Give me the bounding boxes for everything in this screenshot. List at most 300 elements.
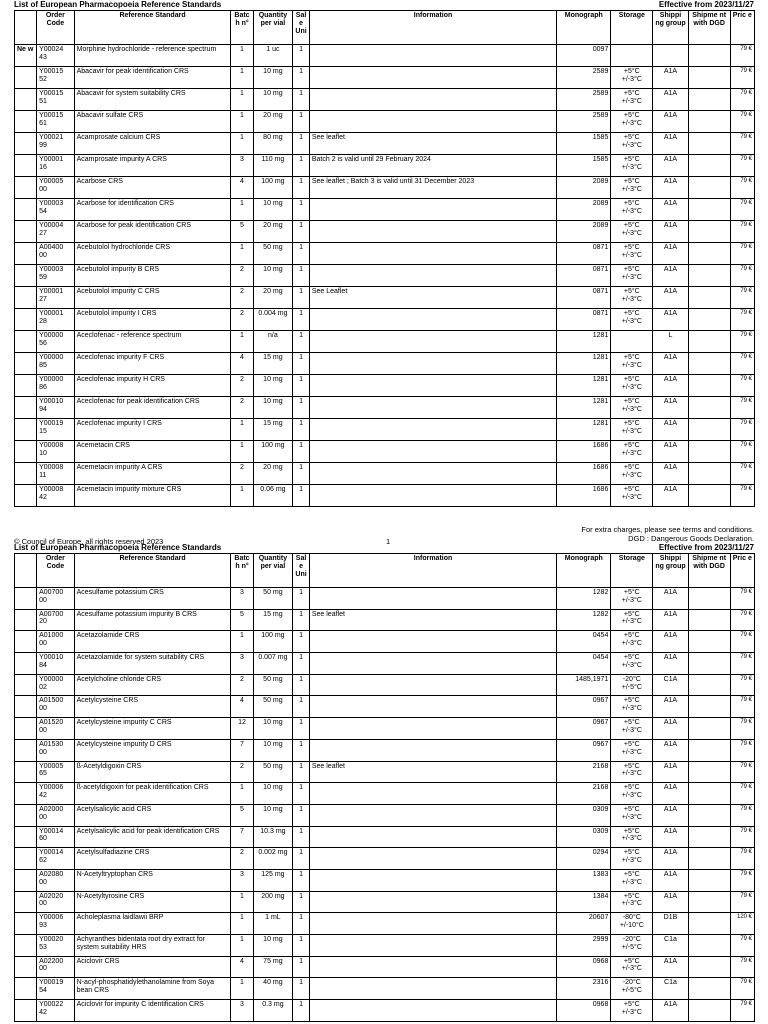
cell-information: [309, 67, 556, 89]
cell-reference-standard: Aceclofenac - reference spectrum: [74, 331, 231, 353]
cell-price: 79 €: [730, 485, 754, 507]
cell-sale-unit: 1: [293, 761, 310, 783]
column-header-sale-unit: Sal e Uni: [293, 11, 310, 45]
cell-reference-standard: Acemetacin CRS: [74, 441, 231, 463]
cell-sale-unit: 1: [293, 375, 310, 397]
cell-new-flag: [15, 265, 37, 287]
cell-monograph: 0454: [557, 653, 611, 675]
cell-reference-standard: ß-Acetyldigoxin CRS: [74, 761, 231, 783]
cell-monograph: 2589: [557, 111, 611, 133]
cell-shipping-group: A1A: [653, 739, 688, 761]
cell-monograph: 20607: [557, 913, 611, 935]
table-row: [15, 956, 755, 978]
cell-dgd-shipment: [688, 243, 730, 265]
cell-shipping-group: A1A: [653, 696, 688, 718]
cell-monograph: 0967: [557, 739, 611, 761]
cell-dgd-shipment: [688, 696, 730, 718]
cell-monograph: 0309: [557, 826, 611, 848]
cell-reference-standard: Aceclofenac for peak identification CRS: [74, 397, 231, 419]
cell-batch-no: 5: [231, 804, 253, 826]
table-row: [15, 631, 755, 653]
cell-shipping-group: A1A: [653, 653, 688, 675]
cell-shipping-group: A1A: [653, 199, 688, 221]
cell-price: 120 €: [730, 913, 754, 935]
cell-reference-standard: Acarbose for identification CRS: [74, 199, 231, 221]
cell-shipping-group: D1B: [653, 913, 688, 935]
cell-storage: [611, 331, 653, 353]
cell-batch-no: 4: [231, 353, 253, 375]
cell-reference-standard: Aceclofenac impurity I CRS: [74, 419, 231, 441]
cell-new-flag: [15, 485, 37, 507]
cell-order-code: Y00024 43: [37, 45, 75, 67]
cell-new-flag: [15, 1000, 37, 1022]
cell-monograph: 0097: [557, 45, 611, 67]
cell-shipping-group: A1A: [653, 588, 688, 610]
cell-price: 79 €: [730, 397, 754, 419]
cell-monograph: 2168: [557, 783, 611, 805]
cell-batch-no: 2: [231, 375, 253, 397]
cell-storage: -80°C +/-10°C: [611, 913, 653, 935]
cell-dgd-shipment: [688, 978, 730, 1000]
cell-sale-unit: 1: [293, 89, 310, 111]
cell-new-flag: [15, 375, 37, 397]
table-row: [15, 331, 755, 353]
cell-monograph: 2999: [557, 935, 611, 957]
cell-reference-standard: Morphine hydrochloride - reference spectrum: [74, 45, 231, 67]
cell-order-code: Y00008 10: [37, 441, 75, 463]
cell-information: [309, 869, 556, 891]
cell-information: [309, 848, 556, 870]
cell-price: 79 €: [730, 956, 754, 978]
column-header-storage: Storage: [611, 11, 653, 45]
cell-dgd-shipment: [688, 761, 730, 783]
cell-information: [309, 353, 556, 375]
cell-information: See leaflet: [309, 761, 556, 783]
cell-information: Batch 2 is valid until 29 February 2024: [309, 155, 556, 177]
cell-storage: +5°C +/-3°C: [611, 221, 653, 243]
cell-storage: +5°C +/-3°C: [611, 609, 653, 631]
cell-dgd-shipment: [688, 419, 730, 441]
column-header-reference-standard: Reference Standard: [74, 554, 231, 588]
cell-batch-no: 3: [231, 1000, 253, 1022]
cell-storage: +5°C +/-3°C: [611, 265, 653, 287]
cell-monograph: 1485,1971: [557, 674, 611, 696]
cell-price: 79 €: [730, 309, 754, 331]
cell-shipping-group: A1A: [653, 761, 688, 783]
cell-reference-standard: Acamprosate calcium CRS: [74, 133, 231, 155]
cell-quantity: 0.004 mg: [253, 309, 293, 331]
cell-storage: +5°C +/-3°C: [611, 243, 653, 265]
table-row: [15, 739, 755, 761]
cell-new-flag: [15, 913, 37, 935]
table-row: [15, 177, 755, 199]
cell-quantity: 20 mg: [253, 287, 293, 309]
cell-reference-standard: Aciclovir for impurity C identification CRS: [74, 1000, 231, 1022]
cell-storage: +5°C +/-3°C: [611, 783, 653, 805]
cell-reference-standard: Abacavir for system suitability CRS: [74, 89, 231, 111]
cell-sale-unit: 1: [293, 739, 310, 761]
cell-monograph: 2589: [557, 89, 611, 111]
cell-new-flag: [15, 397, 37, 419]
cell-information: See leaflet: [309, 133, 556, 155]
cell-order-code: A00400 00: [37, 243, 75, 265]
cell-reference-standard: Acebutolol hydrochloride CRS: [74, 243, 231, 265]
cell-dgd-shipment: [688, 397, 730, 419]
cell-shipping-group: A1A: [653, 441, 688, 463]
cell-sale-unit: 1: [293, 588, 310, 610]
cell-new-flag: [15, 111, 37, 133]
cell-dgd-shipment: [688, 375, 730, 397]
cell-shipping-group: A1A: [653, 243, 688, 265]
cell-reference-standard: Abacavir for peak identification CRS: [74, 67, 231, 89]
dgd-note: DGD : Dangerous Goods Declaration.: [628, 533, 754, 543]
column-header-information: Information: [309, 11, 556, 45]
table-row: [15, 67, 755, 89]
cell-shipping-group: A1A: [653, 353, 688, 375]
cell-sale-unit: 1: [293, 309, 310, 331]
cell-batch-no: 2: [231, 397, 253, 419]
cell-dgd-shipment: [688, 674, 730, 696]
cell-price: 79 €: [730, 609, 754, 631]
cell-shipping-group: A1A: [653, 631, 688, 653]
cell-order-code: Y00008 42: [37, 485, 75, 507]
cell-batch-no: 7: [231, 826, 253, 848]
table-row: [15, 696, 755, 718]
cell-quantity: 50 mg: [253, 588, 293, 610]
cell-storage: +5°C +/-3°C: [611, 375, 653, 397]
cell-batch-no: 3: [231, 653, 253, 675]
cell-shipping-group: C1a: [653, 978, 688, 1000]
cell-quantity: 10 mg: [253, 265, 293, 287]
cell-shipping-group: A1A: [653, 397, 688, 419]
cell-information: [309, 221, 556, 243]
cell-sale-unit: 1: [293, 177, 310, 199]
cell-price: 79 €: [730, 783, 754, 805]
cell-price: 79 €: [730, 111, 754, 133]
column-header-dgd-shipment: Shipme nt with DGD: [688, 11, 730, 45]
cell-dgd-shipment: [688, 353, 730, 375]
cell-quantity: 15 mg: [253, 419, 293, 441]
cell-new-flag: [15, 631, 37, 653]
cell-shipping-group: A1A: [653, 265, 688, 287]
cell-dgd-shipment: [688, 265, 730, 287]
cell-batch-no: 1: [231, 913, 253, 935]
cell-batch-no: 7: [231, 739, 253, 761]
cell-information: [309, 45, 556, 67]
cell-batch-no: 5: [231, 609, 253, 631]
page1-body: [15, 45, 755, 507]
cell-monograph: 0454: [557, 631, 611, 653]
cell-dgd-shipment: [688, 783, 730, 805]
cell-batch-no: 4: [231, 956, 253, 978]
cell-dgd-shipment: [688, 609, 730, 631]
column-header-reference-standard: Reference Standard: [74, 11, 231, 45]
cell-monograph: 0871: [557, 243, 611, 265]
cell-order-code: Y00019 15: [37, 419, 75, 441]
cell-sale-unit: 1: [293, 848, 310, 870]
cell-order-code: Y00006 93: [37, 913, 75, 935]
cell-storage: +5°C +/-3°C: [611, 696, 653, 718]
cell-shipping-group: A1A: [653, 485, 688, 507]
cell-shipping-group: A1A: [653, 155, 688, 177]
cell-storage: -20°C +/-5°C: [611, 978, 653, 1000]
cell-quantity: 0.007 mg: [253, 653, 293, 675]
cell-price: 79 €: [730, 631, 754, 653]
cell-batch-no: 3: [231, 588, 253, 610]
cell-price: 79 €: [730, 826, 754, 848]
cell-price: 79 €: [730, 1000, 754, 1022]
cell-new-flag: [15, 826, 37, 848]
cell-information: [309, 441, 556, 463]
cell-quantity: 10 mg: [253, 199, 293, 221]
cell-reference-standard: Acetylcysteine impurity C CRS: [74, 718, 231, 740]
cell-price: 79 €: [730, 653, 754, 675]
cell-quantity: 200 mg: [253, 891, 293, 913]
cell-batch-no: 5: [231, 221, 253, 243]
cell-dgd-shipment: [688, 177, 730, 199]
cell-order-code: Y00005 65: [37, 761, 75, 783]
cell-batch-no: 2: [231, 265, 253, 287]
cell-reference-standard: Aceclofenac impurity H CRS: [74, 375, 231, 397]
cell-dgd-shipment: [688, 826, 730, 848]
column-header-storage: Storage: [611, 554, 653, 588]
cell-new-flag: [15, 199, 37, 221]
cell-information: See Leaflet: [309, 287, 556, 309]
cell-price: 79 €: [730, 869, 754, 891]
table-row: [15, 133, 755, 155]
cell-monograph: 0871: [557, 287, 611, 309]
cell-monograph: 1384: [557, 891, 611, 913]
cell-price: 79 €: [730, 221, 754, 243]
table-row: [15, 761, 755, 783]
cell-monograph: 2089: [557, 221, 611, 243]
cell-order-code: A02000 00: [37, 804, 75, 826]
cell-batch-no: 4: [231, 696, 253, 718]
cell-order-code: Y00001 16: [37, 155, 75, 177]
column-header-price: Pric e: [730, 554, 754, 588]
cell-information: See leaflet ; Batch 3 is valid until 31 December 2023: [309, 177, 556, 199]
cell-monograph: 0968: [557, 1000, 611, 1022]
cell-shipping-group: A1A: [653, 848, 688, 870]
cell-new-flag: [15, 89, 37, 111]
cell-shipping-group: A1A: [653, 111, 688, 133]
cell-order-code: Y00005 00: [37, 177, 75, 199]
cell-monograph: 1585: [557, 133, 611, 155]
cell-order-code: Y00000 86: [37, 375, 75, 397]
cell-price: 79 €: [730, 243, 754, 265]
cell-new-flag: [15, 978, 37, 1000]
cell-information: [309, 89, 556, 111]
table-row: [15, 287, 755, 309]
cell-price: 79 €: [730, 804, 754, 826]
cell-batch-no: 3: [231, 869, 253, 891]
cell-storage: -20°C +/-5°C: [611, 935, 653, 957]
cell-price: 79 €: [730, 287, 754, 309]
cell-monograph: 1281: [557, 375, 611, 397]
cell-batch-no: 1: [231, 133, 253, 155]
cell-order-code: Y00008 11: [37, 463, 75, 485]
cell-dgd-shipment: [688, 441, 730, 463]
cell-reference-standard: Acetylcysteine impurity D CRS: [74, 739, 231, 761]
cell-monograph: 0967: [557, 696, 611, 718]
cell-shipping-group: A1A: [653, 718, 688, 740]
cell-order-code: Y00000 02: [37, 674, 75, 696]
cell-price: 79 €: [730, 463, 754, 485]
cell-monograph: 0871: [557, 309, 611, 331]
cell-order-code: A02020 00: [37, 891, 75, 913]
cell-price: 79 €: [730, 331, 754, 353]
cell-information: [309, 397, 556, 419]
cell-quantity: 15 mg: [253, 609, 293, 631]
cell-shipping-group: A1A: [653, 309, 688, 331]
cell-price: 79 €: [730, 739, 754, 761]
cell-new-flag: [15, 653, 37, 675]
cell-dgd-shipment: [688, 221, 730, 243]
cell-price: 79 €: [730, 155, 754, 177]
cell-storage: +5°C +/-3°C: [611, 155, 653, 177]
cell-reference-standard: Acetazolamide CRS: [74, 631, 231, 653]
cell-batch-no: 2: [231, 848, 253, 870]
cell-quantity: 10 mg: [253, 89, 293, 111]
cell-new-flag: [15, 353, 37, 375]
cell-information: [309, 485, 556, 507]
cell-quantity: 125 mg: [253, 869, 293, 891]
cell-sale-unit: 1: [293, 869, 310, 891]
cell-information: [309, 631, 556, 653]
cell-monograph: 0968: [557, 956, 611, 978]
column-header-new-flag: [15, 11, 37, 45]
cell-quantity: 10 mg: [253, 67, 293, 89]
column-header-order-code: Order Code: [37, 554, 75, 588]
cell-monograph: 2089: [557, 199, 611, 221]
cell-price: 79 €: [730, 588, 754, 610]
cell-dgd-shipment: [688, 331, 730, 353]
table-row: [15, 463, 755, 485]
cell-order-code: A00700 20: [37, 609, 75, 631]
cell-quantity: 10 mg: [253, 804, 293, 826]
cell-shipping-group: C1A: [653, 674, 688, 696]
cell-price: 79 €: [730, 133, 754, 155]
table-row: [15, 265, 755, 287]
cell-shipping-group: A1A: [653, 956, 688, 978]
cell-reference-standard: Acebutolol impurity C CRS: [74, 287, 231, 309]
cell-reference-standard: Acarbose for peak identification CRS: [74, 221, 231, 243]
cell-dgd-shipment: [688, 1000, 730, 1022]
cell-new-flag: [15, 848, 37, 870]
cell-order-code: A01000 00: [37, 631, 75, 653]
cell-information: [309, 243, 556, 265]
cell-order-code: Y00001 28: [37, 309, 75, 331]
cell-sale-unit: 1: [293, 826, 310, 848]
cell-shipping-group: [653, 45, 688, 67]
table-row: [15, 441, 755, 463]
cell-batch-no: 1: [231, 891, 253, 913]
cell-price: 79 €: [730, 177, 754, 199]
table-row: [15, 353, 755, 375]
cell-dgd-shipment: [688, 287, 730, 309]
cell-storage: +5°C +/-3°C: [611, 891, 653, 913]
table-row: [15, 891, 755, 913]
cell-reference-standard: ß-acetyldigoxin for peak identification CRS: [74, 783, 231, 805]
cell-storage: +5°C +/-3°C: [611, 739, 653, 761]
table-row: [15, 397, 755, 419]
cell-sale-unit: 1: [293, 631, 310, 653]
cell-information: [309, 783, 556, 805]
cell-quantity: 50 mg: [253, 674, 293, 696]
cell-order-code: Y00000 85: [37, 353, 75, 375]
column-header-sale-unit: Sal e Uni: [293, 554, 310, 588]
cell-information: [309, 265, 556, 287]
cell-price: 79 €: [730, 848, 754, 870]
cell-batch-no: 2: [231, 309, 253, 331]
table-row: [15, 653, 755, 675]
cell-quantity: 10 mg: [253, 718, 293, 740]
cell-storage: +5°C +/-3°C: [611, 588, 653, 610]
extra-charges-note: [581, 526, 754, 543]
cell-quantity: 20 mg: [253, 463, 293, 485]
cell-new-flag: [15, 956, 37, 978]
cell-storage: +5°C +/-3°C: [611, 133, 653, 155]
cell-new-flag: [15, 609, 37, 631]
cell-dgd-shipment: [688, 485, 730, 507]
cell-information: [309, 978, 556, 1000]
cell-new-flag: [15, 177, 37, 199]
column-header-batch-no: Batc h n°: [231, 554, 253, 588]
cell-quantity: 1 uc: [253, 45, 293, 67]
cell-new-flag: [15, 696, 37, 718]
table-row: [15, 155, 755, 177]
cell-reference-standard: Abacavir sulfate CRS: [74, 111, 231, 133]
cell-batch-no: 1: [231, 331, 253, 353]
cell-monograph: 0871: [557, 265, 611, 287]
cell-storage: +5°C +/-3°C: [611, 718, 653, 740]
cell-batch-no: 2: [231, 761, 253, 783]
cell-monograph: 1281: [557, 397, 611, 419]
cell-sale-unit: 1: [293, 891, 310, 913]
cell-price: 79 €: [730, 935, 754, 957]
column-header-price: Pric e: [730, 11, 754, 45]
cell-order-code: A01530 00: [37, 739, 75, 761]
cell-new-flag: [15, 243, 37, 265]
cell-monograph: 2589: [557, 67, 611, 89]
cell-batch-no: 4: [231, 177, 253, 199]
cell-shipping-group: A1A: [653, 419, 688, 441]
cell-storage: +5°C +/-3°C: [611, 485, 653, 507]
cell-new-flag: [15, 804, 37, 826]
cell-monograph: 1686: [557, 463, 611, 485]
cell-storage: +5°C +/-3°C: [611, 869, 653, 891]
cell-order-code: Y00015 51: [37, 89, 75, 111]
cell-monograph: 1383: [557, 869, 611, 891]
cell-sale-unit: 1: [293, 243, 310, 265]
page2-effective-date: Effective from 2023/11/27: [658, 543, 754, 552]
cell-storage: +5°C +/-3°C: [611, 199, 653, 221]
cell-information: [309, 891, 556, 913]
column-header-quantity: Quantity per vial: [253, 554, 293, 588]
cell-information: [309, 111, 556, 133]
cell-order-code: Y00014 62: [37, 848, 75, 870]
cell-sale-unit: 1: [293, 485, 310, 507]
page1-title: List of European Pharmacopoeia Reference Standards: [14, 0, 222, 9]
cell-dgd-shipment: [688, 891, 730, 913]
cell-dgd-shipment: [688, 67, 730, 89]
cell-reference-standard: Acetylcysteine CRS: [74, 696, 231, 718]
table-row: [15, 221, 755, 243]
cell-quantity: 100 mg: [253, 441, 293, 463]
page1-effective-date: Effective from 2023/11/27: [658, 0, 754, 9]
table-row: [15, 913, 755, 935]
cell-information: [309, 935, 556, 957]
